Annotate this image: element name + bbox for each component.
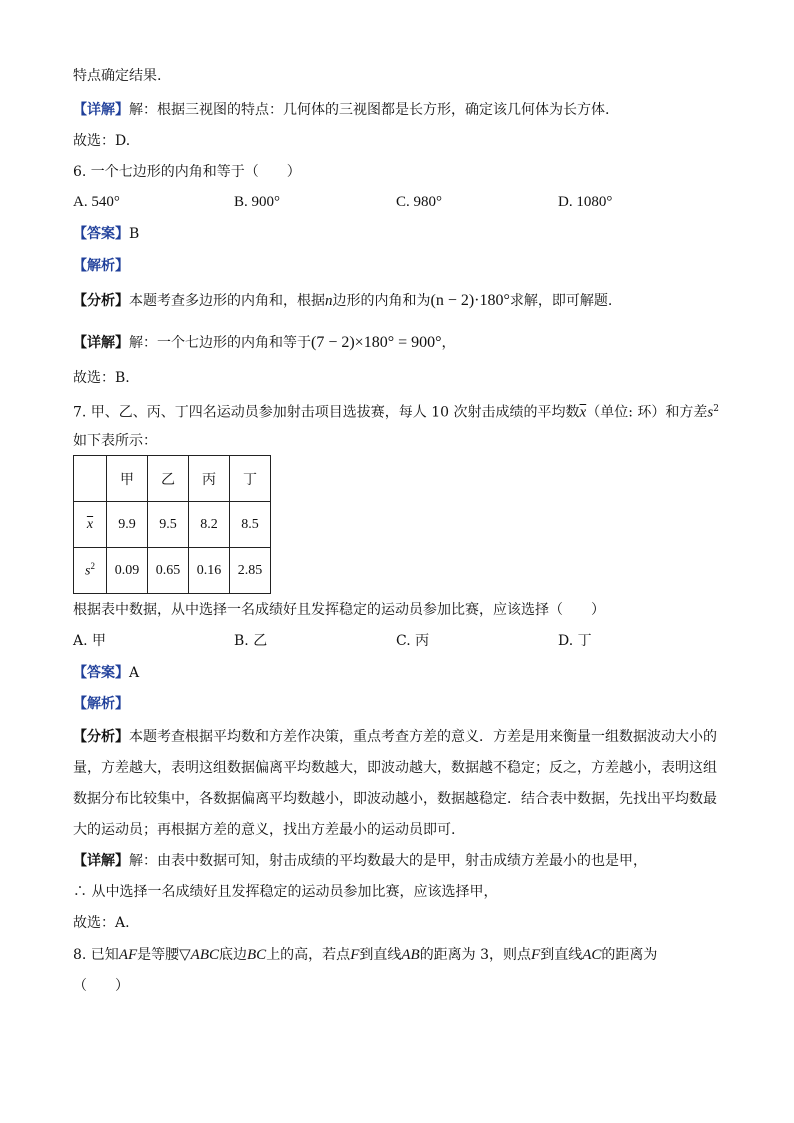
table-header-cell: 丁 [230, 456, 271, 502]
question-7: 7. 甲、乙、丙、丁四名运动员参加射击项目选拔赛，每人 10 次射击成绩的平均数$\overline{x}$（单位: 环）和方差$s^2$ [73, 404, 719, 421]
q7-xiangjie-2: ∴ 从中选择一名成绩好且发挥稳定的运动员参加比赛，应该选择甲， [73, 884, 498, 900]
q7-fenxi-3: 数据分布比较集中，各数据偏离平均数越小，即波动越小，数据越稳定．结合表中数据，先找出平均数最 [73, 791, 717, 807]
question-8-paren: （ ） [73, 978, 129, 994]
question-7-cont: 如下表所示： [73, 433, 157, 449]
q7-question: 根据表中数据，从中选择一名成绩好且发挥稳定的运动员参加比赛，应该选择（ ） [73, 602, 605, 618]
q7-fenxi-4: 大的运动员；再根据方差的意义，找出方差最小的运动员即可. [73, 822, 456, 838]
detail-line: 【详解】解：根据三视图的特点：几何体的三视图都是长方形，确定该几何体为长方体. [73, 102, 610, 118]
q6-option-a: A. 540° [73, 194, 120, 210]
detail-tag: 【详解】 [73, 102, 129, 118]
q6-analysis-tag: 【解析】 [73, 258, 129, 274]
table-header-cell: 甲 [107, 456, 148, 502]
q6-xiangjie: 【详解】解：一个七边形的内角和等于(7 − 2)×180° = 900°， [73, 334, 456, 351]
q6-choose: 故选：B. [73, 370, 130, 386]
q7-option-d: D. 丁 [558, 633, 592, 649]
q7-option-b: B. 乙 [234, 633, 268, 649]
table-header-cell: 丙 [189, 456, 230, 502]
table-header-cell: 乙 [148, 456, 189, 502]
q6-answer: 【答案】B [73, 226, 140, 242]
q7-option-c: C. 丙 [396, 633, 430, 649]
question-6: 6. 一个七边形的内角和等于（ ） [73, 164, 301, 180]
table-cell: 8.2 [189, 502, 230, 548]
q7-xiangjie-1: 【详解】解：由表中数据可知，射击成绩的平均数最大的是甲，射击成绩方差最小的也是甲， [73, 853, 647, 869]
variance-label: $s^2$ [74, 548, 107, 594]
table-cell: 0.09 [107, 548, 148, 594]
q6-fenxi: 【分析】本题考查多边形的内角和，根据n边形的内角和为(n − 2)·180°求解，即可解题. [73, 292, 613, 309]
q6-option-c: C. 980° [396, 194, 443, 210]
q6-option-d: D. 1080° [558, 194, 613, 210]
mean-label: $\overline{x}$ [74, 502, 107, 548]
score-table [73, 455, 271, 594]
q7-answer: 【答案】A [73, 665, 140, 681]
table-row [74, 456, 271, 502]
table-cell: 2.85 [230, 548, 271, 594]
q7-option-a: A. 甲 [73, 633, 107, 649]
table-cell: 9.5 [148, 502, 189, 548]
q7-fenxi-1: 【分析】本题考查根据平均数和方差作决策，重点考查方差的意义．方差是用来衡量一组数据波动大小的 [73, 729, 717, 745]
table-cell: 0.65 [148, 548, 189, 594]
q7-choose: 故选：A. [73, 915, 130, 931]
question-8: 8. 已知AF是等腰▽ABC底边BC上的高，若点F到直线AB的距离为 3，则点F到直线AC的距离为 [73, 947, 658, 963]
table-cell: 9.9 [107, 502, 148, 548]
text-line: 特点确定结果. [73, 68, 162, 84]
table-row [74, 502, 271, 548]
table-row [74, 548, 271, 594]
table-cell: 0.16 [189, 548, 230, 594]
q7-fenxi-2: 量，方差越大，表明这组数据偏离平均数越大，即波动越大，数据越不稳定；反之，方差越小，表明这组 [73, 760, 717, 776]
q7-analysis-tag: 【解析】 [73, 696, 129, 712]
q6-option-b: B. 900° [234, 194, 281, 210]
table-cell: 8.5 [230, 502, 271, 548]
choice-line: 故选：D. [73, 133, 131, 149]
